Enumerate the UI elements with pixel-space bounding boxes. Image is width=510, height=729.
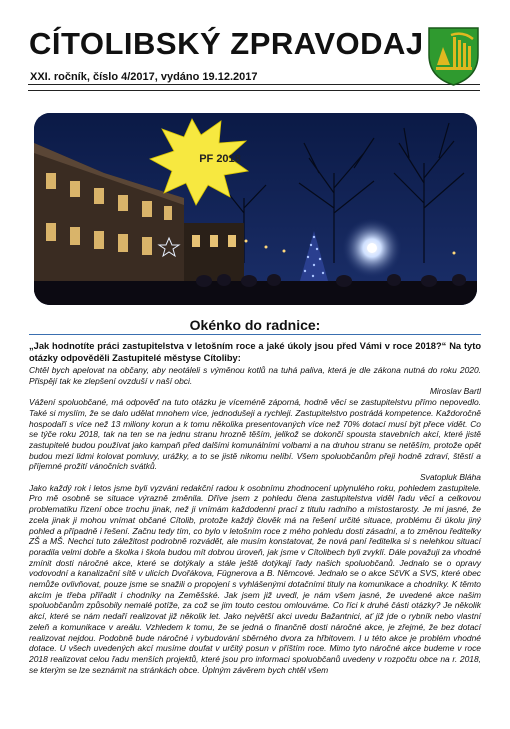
answer-author: Miroslav Bartl — [429, 386, 481, 397]
answer-text: Vážení spoluobčané, má odpověď na tuto otázku je víceméně záporná, hodně věcí se zastupitelstvu přímo nepovedlo. Také si myslím, že se dalo udělat mnohem více, jednodušeji a rychleji. Zastupitelstvo postrádá kompetence. Každoročně hospodaří s více než 13 miliony korun a k tomu několika presentovaných více než 70% dotací musí být přece vidět. Co se týče roku 2018, tak na ten se na jednu stranu hrozně těším, jelikož se dokončí spousta stavebních akcí, které jistě zastupitelé budou používat jako kampaň před dalšími komunálními volbami a na druhou stranu se netěším, protože opět budou mezi lidmi kolovat pomluvy, urážky, a to se jistě nikomu nelíbí. Všem spoluobčanům přeji hodně zdraví, štěstí a příjemné prožití vánočních svátků. — [29, 397, 481, 472]
survey-question: „Jak hodnotíte práci zastupitelstva v letošním roce a jaké úkoly jsou před Vámi v roce 2018?“ Na tyto otázky odpověděli Zastupitelé městyse Cítoliby: — [29, 341, 481, 363]
section-heading: Okénko do radnice: — [189, 317, 321, 333]
answer-author: Svatopluk Bláha — [420, 472, 481, 483]
newsletter-title: CÍTOLIBSKÝ ZPRAVODAJ — [29, 26, 424, 61]
pf-badge-label: PF 2018 — [199, 153, 241, 165]
double-rule-divider — [28, 84, 480, 91]
answer-text: Chtěl bych apelovat na občany, aby neotáleli s výměnou kotlů na tuhá paliva, která je dle zákona nutná do roku 2020. Přispějí tak ke zlepšení ovzduší v naší obci. — [29, 365, 481, 386]
answer-paragraph — [29, 365, 481, 397]
christmas-town-square-photo — [34, 113, 477, 305]
answers-body — [29, 365, 481, 675]
night-scene-illustration — [34, 113, 477, 305]
section-divider — [29, 334, 481, 335]
coat-of-arms-icon — [426, 25, 481, 87]
answer-paragraph — [29, 483, 481, 676]
answer-text: Jako každý rok i letos jsme byli vyzváni redakční radou k osobnímu zhodnocení uplynulého roku, pohledem zastupitele. Pro mě osobně se situace výrazně změnila. Dříve jsem z pohledu člena zastupitelstva viděl řadu věcí a celkovou problematiku řízení obce trochu jinak, než ji vnímám každodenní prací z titulu radního a místostarosty. Je mi jasné, že zcela jinak ji mohou vnímat občané Cítolib, protože každý člověk má na řešení určité situace, problému či úkolu jiný pohled a případně i řešení. Začnu tedy tím, co bylo v letošním roce z mého pohledu dosti zásadní, a to změnou ředitelky ZŠ a MŠ. Nechci tuto záležitost podrobně rozvádět, ale musím konstatovat, že nová paní ředitelka si s nelehkou situací poradila velmi dobře a školka i škola budou mít dobrou úroveň, jak jsme v Cítolibech byli zvyklí. Dále považuji za vhodné zmínit dosti náročné akce, které se dotýkaly a stále ještě dotýkají řady našich spoluobčanů. Jednalo se o opravy vodovodní a kanalizační sítě v ulicích Dvořákova, Fügnerova a B. Němcové. Jednalo se o akce SčVK a SVS, které obec nemůže ovlivňovat, pouze jsme se snažili o propojení s vyhlášenými dotačními tituly na komunikace a chodníky. K těmto akcím je třeba přiřadit i chodníky na Zeměšské. Jak jsem již uvedl, je nám všem jasné, že uvedené akce našim spoluobčanům způsobily nemalé potíže, za což se jim touto cestou omlouváme. Co říci k druhé části otázky? Je několik akcí, které se nám nedaří realizovat již několik let. Jako největší akci uvedu Bažantnici, ať již jde o rybník nebo vlastní zeleň a komunikace v areálu. Vzhledem k tomu, že se jedná o finančně dosti náročné akce, je zřejmé, že bez dotací realizovat nejdou. Podobně bude náročné i vybudování sběrného dvora za hřbitovem. I u této akce je problém vhodné dotace. U všech uvedených akcí musíme doufat v určitý posun v příštím roce. Mimo tyto náročné akce budeme v roce 2018 realizovat celou řadu menších projektů, které jsou pro informaci spoluobčanů uvedeny v rozpočtu obce na r. 2018, se kterým se lze seznámit na stránkách obce. Úplným závěrem bych chtěl všem — [29, 482, 481, 675]
issue-info: XXI. ročník, číslo 4/2017, vydáno 19.12.2017 — [30, 71, 258, 83]
answer-paragraph — [29, 397, 481, 483]
